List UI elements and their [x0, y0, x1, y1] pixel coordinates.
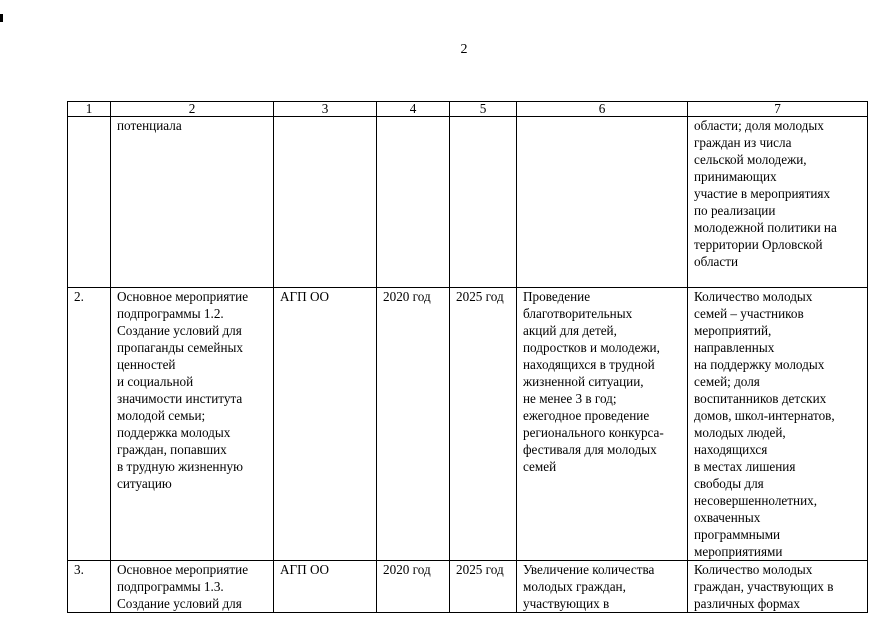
end-year-cell: [450, 117, 517, 288]
indicator-cell: Количество молодых семей – участников мероприятий, направленных на поддержку молодых семей; доля воспитанников детских домов, школ-интернатов, молодых людей, находящихся в местах лишения свободы для несовершеннолетних, охваченных программными мероприятиями: [688, 288, 868, 561]
activity-cell: Основное мероприятие подпрограммы 1.3. Создание условий для: [111, 561, 274, 613]
indicator-cell: Количество молодых граждан, участвующих в различных формах: [688, 561, 868, 613]
page-number: 2: [460, 42, 468, 57]
end-year-cell: 2025 год: [450, 561, 517, 613]
end-year-cell: 2025 год: [450, 288, 517, 561]
table-row: [68, 561, 868, 613]
result-cell: Увеличение количества молодых граждан, участвующих в: [517, 561, 688, 613]
col-header-3: 3: [274, 102, 377, 117]
col-header-5: 5: [450, 102, 517, 117]
row-number-cell: 2.: [68, 288, 111, 561]
result-cell: [517, 117, 688, 288]
col-header-4: 4: [377, 102, 450, 117]
executor-cell: АГП ОО: [274, 288, 377, 561]
result-cell: Проведение благотворительных акций для детей, подростков и молодежи, находящихся в трудной жизненной ситуации, не менее 3 в год; ежегодное проведение регионального конкурса- фестиваля для молодых семей: [517, 288, 688, 561]
col-header-1: 1: [68, 102, 111, 117]
executor-cell: [274, 117, 377, 288]
activity-cell: потенциала: [111, 117, 274, 288]
start-year-cell: [377, 117, 450, 288]
col-header-6: 6: [517, 102, 688, 117]
executor-cell: АГП ОО: [274, 561, 377, 613]
col-header-2: 2: [111, 102, 274, 117]
start-year-cell: 2020 год: [377, 561, 450, 613]
header-row: [68, 102, 868, 117]
program-table: [67, 101, 868, 613]
corner-mark: [0, 14, 3, 22]
start-year-cell: 2020 год: [377, 288, 450, 561]
activity-cell: Основное мероприятие подпрограммы 1.2. Создание условий для пропаганды семейных ценностей и социальной значимости института молодой семьи; поддержка молодых граждан, попавших в трудную жизненную ситуацию: [111, 288, 274, 561]
table-row: [68, 117, 868, 288]
table-row: [68, 288, 868, 561]
row-number-cell: [68, 117, 111, 288]
indicator-cell: области; доля молодых граждан из числа сельской молодежи, принимающих участие в мероприятиях по реализации молодежной политики на территории Орловской области: [688, 117, 868, 288]
row-number-cell: 3.: [68, 561, 111, 613]
col-header-7: 7: [688, 102, 868, 117]
